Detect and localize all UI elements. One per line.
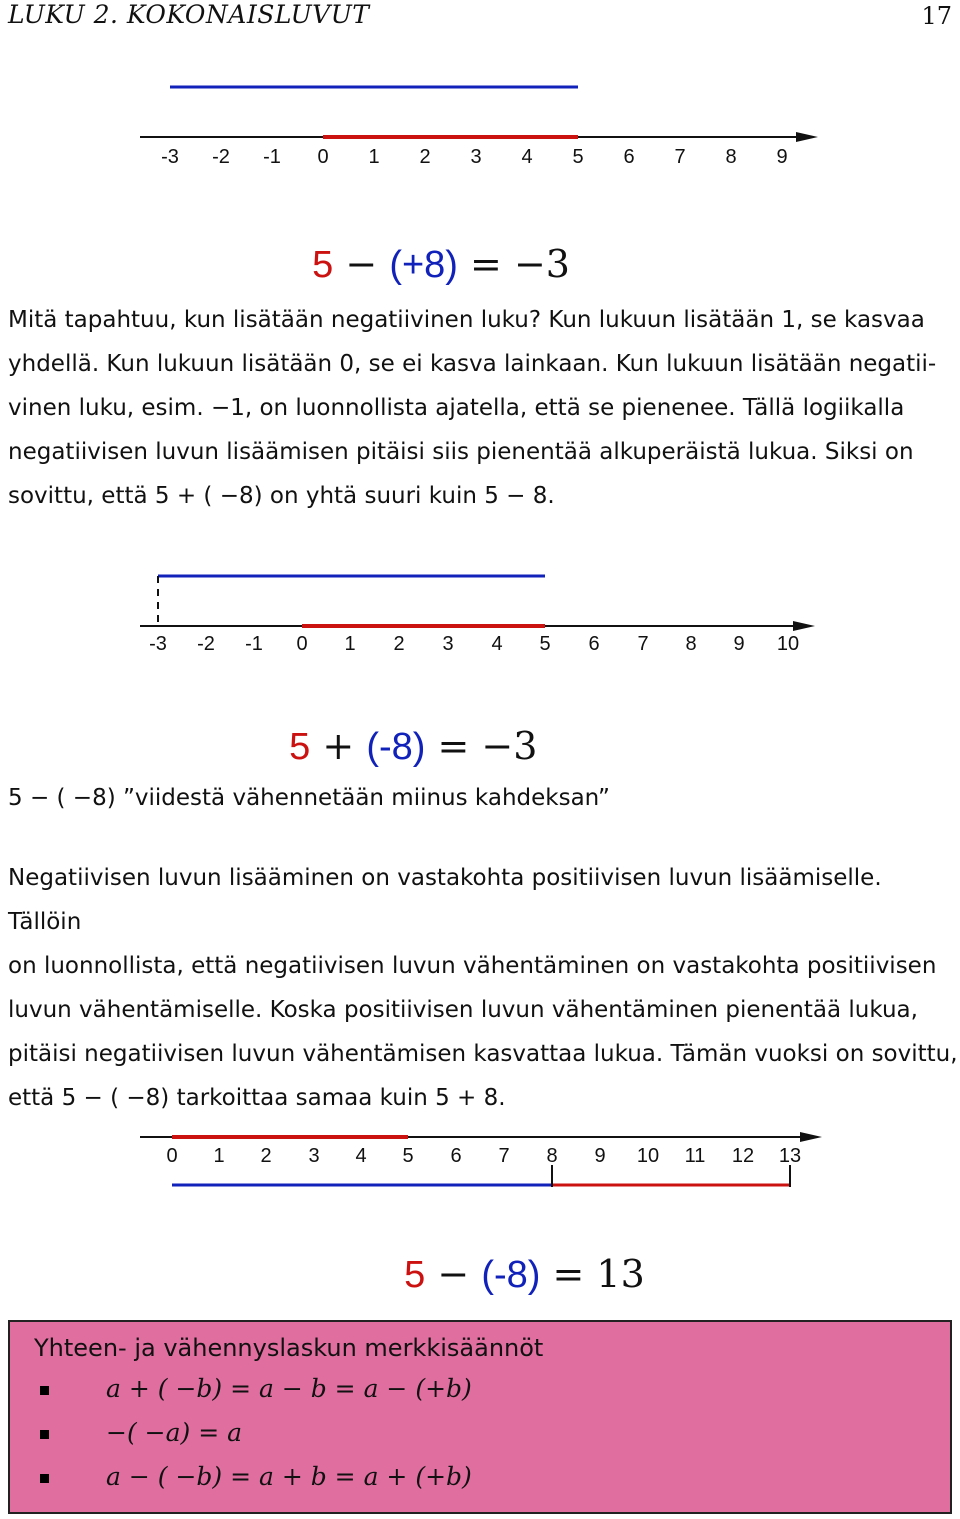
tick-label: -1 (245, 633, 263, 655)
bullet-icon (40, 1474, 49, 1483)
tick-label: -2 (212, 146, 230, 168)
eq-result: = −3 (457, 242, 570, 286)
tick-label: -2 (197, 633, 215, 655)
bullet-icon (40, 1386, 49, 1395)
tick-label: 8 (725, 146, 737, 168)
paragraph-line: yhdellä. Kun lukuun lisätään 0, se ei kasva lainkaan. Kun lukuun lisätään negatii- (8, 351, 937, 377)
axis-arrow (793, 621, 815, 631)
rules-box-title: Yhteen- ja vähennyslaskun merkkisäännöt (34, 1334, 544, 1362)
tick-label: 2 (393, 633, 405, 655)
tick-labels (166, 1145, 801, 1167)
rule-item: a + ( −b) = a − b = a − (+b) (106, 1374, 472, 1403)
tick-label: 6 (588, 633, 600, 655)
tick-label: 9 (594, 1145, 606, 1167)
tick-label: 12 (731, 1145, 755, 1167)
paragraph-line: pitäisi negatiivisen luvun vähentämisen kasvattaa lukua. Tämän vuoksi on sovittu, (8, 1041, 958, 1067)
tick-label: 8 (685, 633, 697, 655)
page-number: 17 (921, 2, 952, 30)
equation-2 (265, 680, 537, 769)
tick-label: 7 (674, 146, 686, 168)
eq-result: = 13 (540, 1252, 645, 1296)
number-line-2 (0, 560, 960, 670)
tick-label: 4 (491, 633, 503, 655)
tick-label: 5 (572, 146, 584, 168)
tick-label: 8 (546, 1145, 558, 1167)
tick-label: 7 (498, 1145, 510, 1167)
tick-label: 13 (778, 1145, 802, 1167)
rules-box (8, 1320, 952, 1514)
tick-label: 1 (213, 1145, 225, 1167)
paragraph-line: vinen luku, esim. −1, on luonnollista ajatella, että se pienenee. Tällä logiikalla (8, 395, 905, 421)
axis-arrow (800, 1132, 822, 1142)
tick-label: 5 (402, 1145, 414, 1167)
tick-label: 7 (637, 633, 649, 655)
tick-labels (161, 146, 787, 168)
tick-label: 9 (776, 146, 788, 168)
tick-label: 4 (355, 1145, 367, 1167)
tick-label: 1 (344, 633, 356, 655)
tick-label: 4 (521, 146, 533, 168)
eq-operand-b: (-8) (481, 1254, 541, 1296)
paragraph-1 (8, 298, 958, 518)
tick-label: 6 (450, 1145, 462, 1167)
eq-operator: + (310, 724, 367, 768)
equation-3 (380, 1208, 645, 1297)
tick-label: 5 (539, 633, 551, 655)
eq-operand-a: 5 (404, 1254, 426, 1296)
tick-label: 10 (636, 1145, 660, 1167)
bullet-icon (40, 1430, 49, 1439)
tick-label: 2 (419, 146, 431, 168)
eq-operand-a: 5 (289, 726, 311, 768)
eq-result: = −3 (425, 724, 538, 768)
eq-operand-b: (+8) (389, 244, 458, 286)
note-line: 5 − ( −8) ”viidestä vähennetään miinus kahdeksan” (8, 785, 610, 811)
eq-operator: − (425, 1252, 482, 1296)
eq-operator: − (333, 242, 390, 286)
paragraph-line: Negatiivisen luvun lisääminen on vastakohta positiivisen luvun lisäämiselle. Tällöin (8, 865, 882, 935)
paragraph-line: on luonnollista, että negatiivisen luvun vähentäminen on vastakohta positiivisen (8, 953, 937, 979)
paragraph-line: sovittu, että 5 + ( −8) on yhtä suuri kuin 5 − 8. (8, 483, 555, 509)
tick-label: 11 (684, 1145, 706, 1167)
tick-label: 1 (368, 146, 380, 168)
number-line-3 (0, 1125, 960, 1195)
rule-item: a − ( −b) = a + b = a + (+b) (106, 1462, 472, 1491)
tick-label: 10 (776, 633, 800, 655)
tick-label: 0 (166, 1145, 178, 1167)
eq-operand-a: 5 (312, 244, 334, 286)
tick-label: 0 (317, 146, 329, 168)
paragraph-line: että 5 − ( −8) tarkoittaa samaa kuin 5 + 8. (8, 1085, 506, 1111)
tick-label: 0 (296, 633, 308, 655)
tick-label: 3 (308, 1145, 320, 1167)
tick-label: 2 (260, 1145, 272, 1167)
equation-1 (288, 198, 570, 287)
tick-label: 9 (733, 633, 745, 655)
tick-label: -3 (149, 633, 167, 655)
rule-item: −( −a) = a (106, 1418, 242, 1447)
paragraph-line: Mitä tapahtuu, kun lisätään negatiivinen luku? Kun lukuun lisätään 1, se kasvaa (8, 307, 925, 333)
paragraph-2 (8, 856, 958, 1120)
tick-label: 3 (442, 633, 454, 655)
eq-operand-b: (-8) (366, 726, 426, 768)
paragraph-line: negatiivisen luvun lisäämisen pitäisi siis pienentää alkuperäistä lukua. Siksi on (8, 439, 914, 465)
paragraph-line: luvun vähentämiselle. Koska positiivisen luvun vähentäminen pienentää lukua, (8, 997, 918, 1023)
axis-arrow (796, 132, 818, 142)
tick-label: 3 (470, 146, 482, 168)
tick-label: -1 (263, 146, 281, 168)
tick-label: -3 (161, 146, 179, 168)
tick-label: 6 (623, 146, 635, 168)
tick-labels (149, 633, 799, 655)
number-line-1 (0, 70, 960, 180)
chapter-header: LUKU 2. KOKONAISLUVUT (8, 0, 370, 29)
